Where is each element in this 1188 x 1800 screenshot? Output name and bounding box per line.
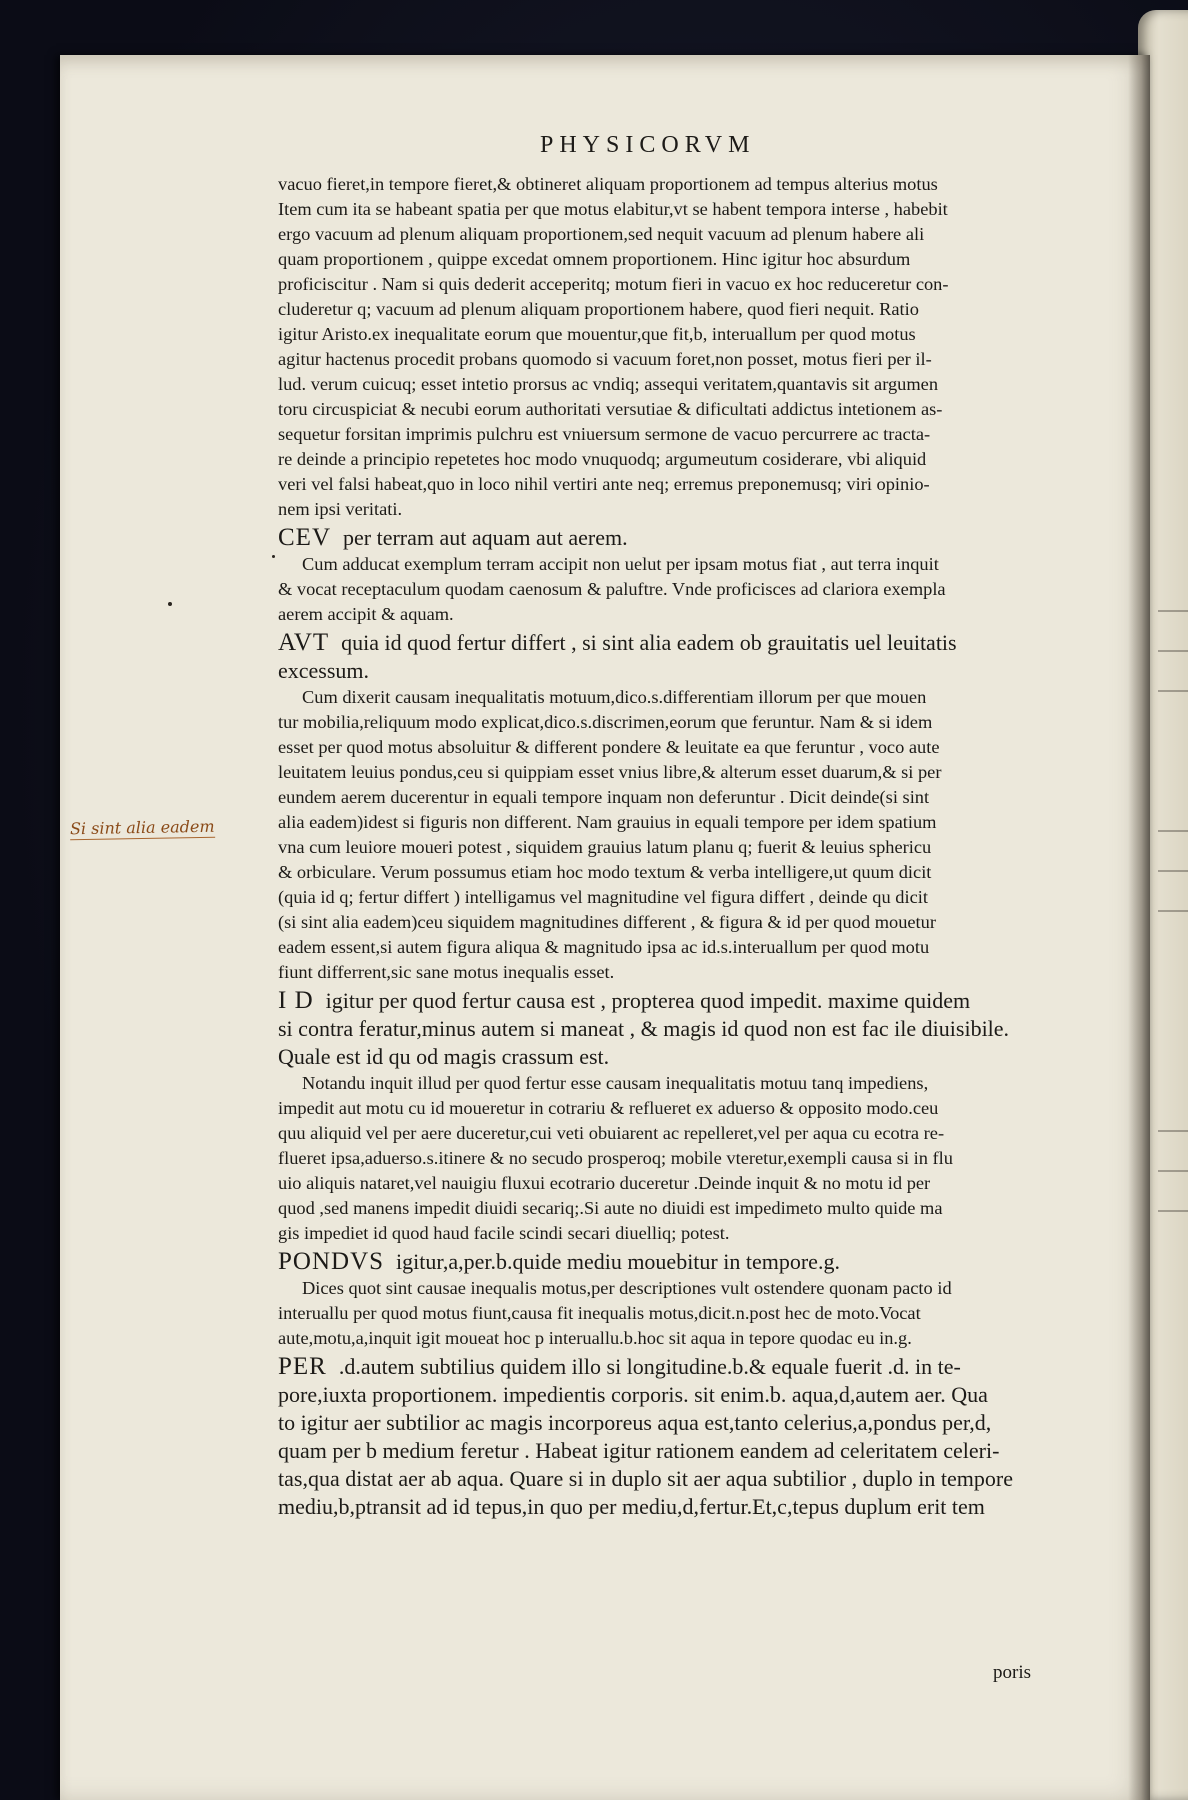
ink-speck [168,602,172,606]
text-line: veri vel falsi habeat,quo in loco nihil vertiri ante neq; erremus preponemusq; viri opinio- [278,474,930,494]
lemma-capital: CEV [278,524,331,551]
text-line: pore,iuxta proportionem. impedientis corporis. sit enim.b. aqua,d,autem aer. Qua [278,1382,988,1407]
text-line: lud. verum cuicuq; esset intetio prorsus ac vndiq; assequi veritatem,quantavis sit argumen [278,374,939,394]
text-line: interuallu per quod motus fiunt,causa fit inequalis motus,dicit.n.post hec de moto.Vocat [278,1303,921,1323]
text-line: tas,qua distat aer ab aqua. Quare si in duplo sit aer aqua subtilior , duplo in tempore [278,1466,1013,1491]
text-line: flueret ipsa,aduerso.s.itinere & no secudo prosperoq; mobile vteretur,exempli causa si in flu [278,1148,953,1168]
catchword: poris [993,1662,1031,1683]
commentary-paragraph [278,1276,1096,1351]
text-line: quam per b medium feretur . Habeat igitur rationem eandem ad celeritatem celeri- [278,1438,1000,1463]
text-line: (si sint alia eadem)ceu siquidem magnitudines different , & figura & id per quod mouetur [278,912,936,932]
text-line: leuitatem leuius pondus,ceu si quippiam esset vnius libre,& alterum esset duarum,& si per [278,762,942,782]
text-line: vna cum leuiore moueri potest , siquidem grauius latum planu q; fuerit & leuius sphericu [278,837,932,857]
lemma-block [278,629,1096,685]
text-line: Item cum ita se habeant spatia per que motus elabitur,vt se habent tempora interse , habebit [278,199,948,219]
text-line [278,1353,1096,1381]
text-line [278,524,1096,552]
text-line: quu aliquid vel per aere duceretur,cui veti obuiarent ac repelleret,vel per aqua cu ecotra re- [278,1123,945,1143]
ink-speck [272,555,275,558]
text-line: eundem aerem ducerentur in equali tempore inquam non deferuntur . Dicit deinde(si sint [278,787,930,807]
text-line: uio aliquis nataret,vel nauigiu fluxui ecotrario duceretur .Deinde inquit & no motu id per [278,1173,931,1193]
text-line: Cum adducat exemplum terram accipit non uelut per ipsam motus fiat , aut terra inquit [302,554,939,574]
text-line [278,1248,1096,1276]
commentary-paragraph [278,1071,1096,1246]
running-head: PHYSICORVM [540,132,756,158]
text-line: sequetur forsitan imprimis pulchru est vniuersum sermone de vacuo percurrere ac tracta- [278,424,931,444]
lemma-block [278,1248,1096,1276]
text-line: re deinde a principio repetetes hoc modo vnuquodq; argumeutum cosiderare, vbi aliquid [278,449,927,469]
lemma-text: .d.autem subtilius quidem illo si longitudine.b.& equale fuerit .d. in te- [338,1354,961,1379]
text-line: cluderetur q; vacuum ad plenum aliquam proportionem habere, quod fieri nequit. Ratio [278,299,919,319]
text-line: alia eadem)idest si figuris non different. Nam grauius in equali tempore per idem spatium [278,812,937,832]
lemma-text: igitur,a,per.b.quide mediu mouebitur in tempore.g. [396,1249,840,1274]
lemma-text: quia id quod fertur differt , si sint alia eadem ob grauitatis uel leuitatis [341,630,957,655]
text-line: excessum. [278,658,370,683]
text-line: Notandu inquit illud per quod fertur esse causam inequalitatis motuu tanq impediens, [302,1073,929,1093]
text-line [278,987,1096,1015]
text-line: aute,motu,a,inquit igit moueat hoc p interuallu.b.hoc sit aqua in tepore quodac eu in.g. [278,1328,912,1348]
text-paragraph [278,172,1096,522]
text-line: eadem essent,si autem figura aliqua & magnitudo ipsa ac id.s.interuallum per quod motu [278,937,930,957]
text-line: & vocat receptaculum quodam caenosum & paluftre. Vnde proficisces ad clariora exempla [278,579,946,599]
text-line: nem ipsi veritati. [278,499,403,519]
text-line [278,629,1096,657]
commentary-paragraph [278,552,1096,627]
text-line: tur mobilia,reliquum modo explicat,dico.s.discrimen,eorum que feruntur. Nam & si idem [278,712,933,732]
text-line: esset per quod motus absoluitur & different pondere & leuitate ea que feruntur , voco aute [278,737,940,757]
text-line: vacuo fieret,in tempore fieret,& obtineret aliquam proportionem ad tempus alterius motus [278,174,938,194]
text-line: Quale est id qu od magis crassum est. [278,1044,610,1069]
text-line: agitur hactenus procedit probans quomodo si vacuum foret,non posset, motus fieri per il- [278,349,932,369]
text-line: (quia id q; fertur differt ) intelligamus vel magnitudine vel figura differt , deinde qu dicit [278,887,928,907]
lemma-text: per terram aut aquam aut aerem. [343,525,628,550]
text-line: impedit aut motu cu id moueretur in cotrariu & reflueret ex aduerso & opposito modo.ceu [278,1098,939,1118]
text-line: ergo vacuum ad plenum aliquam proportionem,sed nequit vacuum ad plenum habere ali [278,224,925,244]
lemma-block [278,987,1096,1071]
text-line: to igitur aer subtilior ac magis incorporeus aqua est,tanto celerius,a,pondus per,d, [278,1410,992,1435]
text-line: igitur Aristo.ex inequalitate eorum que mouentur,que fit,b, interuallum per quod motus [278,324,916,344]
marginal-annotation: Si sint alia eadem [69,816,215,839]
lemma-text: igitur per quod fertur causa est , propterea quod impedit. maxime quidem [325,988,971,1013]
text-line: si contra feratur,minus autem si maneat , & magis id quod non est fac ile diuisibile. [278,1016,1010,1041]
page-gutter-shadow [1128,55,1150,1800]
lemma-block [278,524,1096,552]
text-line: fiunt differrent,sic sane motus inequalis esset. [278,962,615,982]
lemma-capital: AVT [278,629,330,656]
lemma-capital: PONDVS [278,1248,385,1275]
text-line: Dices quot sint causae inequalis motus,per descriptiones vult ostendere quonam pacto id [302,1278,952,1298]
text-line: quam proportionem , quippe excedat omnem proportionem. Hinc igitur hoc absurdum [278,249,911,269]
commentary-paragraph [278,685,1096,985]
text-line: proficiscitur . Nam si quis dederit acceperitq; motum fieri in vacuo ex hoc reduceretur con- [278,274,949,294]
text-line: & orbiculare. Verum possumus etiam hoc modo textum & verba intelligere,ut quum dicit [278,862,932,882]
text-line: aerem accipit & aquam. [278,604,454,624]
lemma-capital: I D [278,987,314,1014]
lemma-capital: PER [278,1353,327,1380]
text-line: mediu,b,ptransit ad id tepus,in quo per mediu,d,fertur.Et,c,tepus duplum erit tem [278,1494,985,1519]
text-line: Cum dixerit causam inequalitatis motuum,dico.s.differentiam illorum per que mouen [302,687,927,707]
lemma-block [278,1353,1096,1521]
text-line: toru circuspiciat & necubi eorum authoritati versutiae & dificultati addictus intetionem as- [278,399,943,419]
main-text [278,172,1096,1521]
text-line: quod ,sed manens impedit diuidi secariq;.Si aute no diuidi est impedimeto multo quide ma [278,1198,943,1218]
text-line: gis impediet id quod haud facile scindi secari diuelliq; potest. [278,1223,730,1243]
